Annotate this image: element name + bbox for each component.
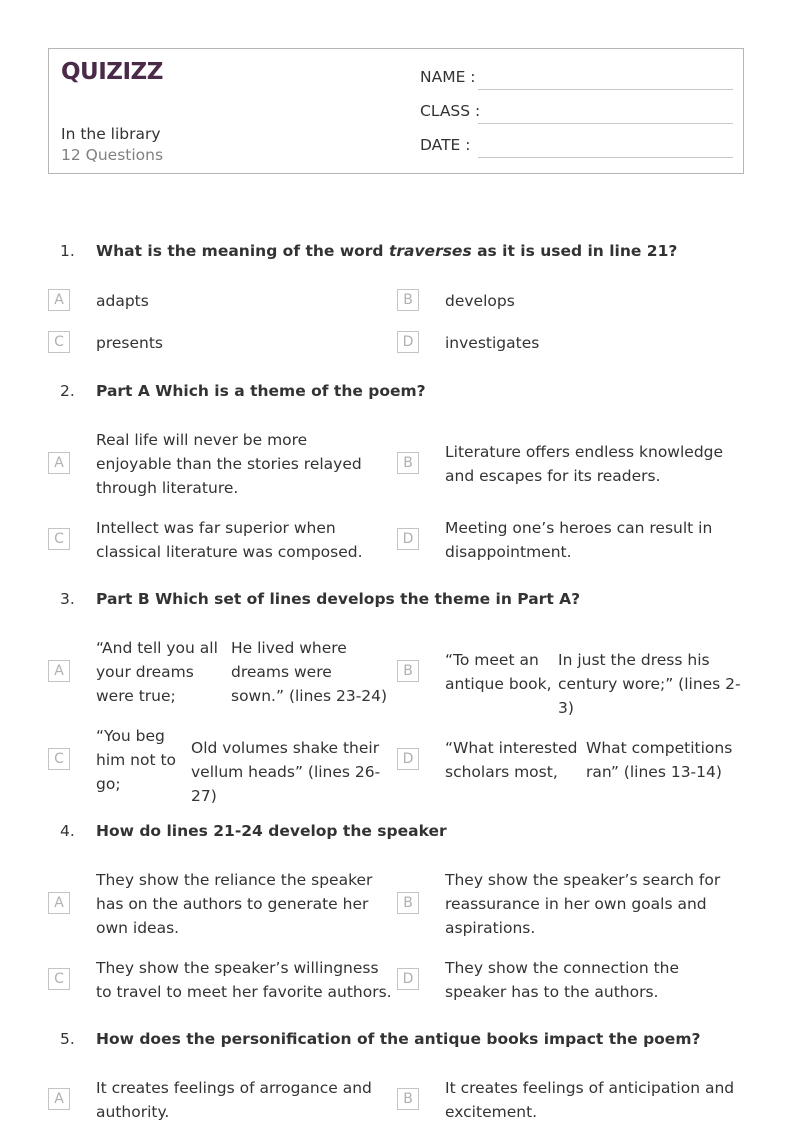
option-text-line-2: He lived where dreams were sown.” (lines 23-24) bbox=[231, 639, 388, 705]
option-text-line-2: Old volumes shake their vellum heads” (lines 26-27) bbox=[191, 739, 381, 805]
option-text: Intellect was far superior when classical literature was composed. bbox=[96, 519, 363, 561]
option-box[interactable]: A bbox=[48, 892, 70, 914]
option-box[interactable]: B bbox=[397, 452, 419, 474]
option-text-line-1: “You beg him not to go; bbox=[96, 727, 177, 793]
option-box[interactable]: A bbox=[48, 289, 70, 311]
option-text: They show the reliance the speaker has on the authors to generate her own ideas. bbox=[96, 871, 373, 937]
option-box[interactable]: B bbox=[397, 892, 419, 914]
quizizz-logo: QUIZIZZ bbox=[61, 59, 163, 85]
class-field bbox=[420, 102, 733, 126]
option-text: Real life will never be more enjoyable than the stories relayed through literature. bbox=[96, 431, 362, 497]
option-text: presents bbox=[96, 334, 163, 352]
option-text: They show the speaker’s search for reassurance in her own goals and aspirations. bbox=[445, 871, 721, 937]
option-box[interactable]: B bbox=[397, 660, 419, 682]
option-text: Meeting one’s heroes can result in disappointment. bbox=[445, 519, 713, 561]
quiz-title: In the library bbox=[61, 125, 161, 143]
question-number: 3. bbox=[60, 590, 75, 608]
date-label: DATE : bbox=[420, 136, 471, 154]
question-text: Part A Which is a theme of the poem? bbox=[96, 382, 426, 400]
question-count: 12 Questions bbox=[61, 146, 164, 164]
question-text: How does the personification of the antique books impact the poem? bbox=[96, 1030, 701, 1048]
option-text-line-1: “What interested scholars most, bbox=[445, 739, 578, 781]
option-text: They show the connection the speaker has to the authors. bbox=[445, 959, 680, 1001]
date-field bbox=[420, 136, 733, 160]
name-line bbox=[478, 89, 733, 90]
option-text: adapts bbox=[96, 292, 149, 310]
question-text: How do lines 21-24 develop the speaker bbox=[96, 822, 447, 840]
option-box[interactable]: A bbox=[48, 660, 70, 682]
name-field bbox=[420, 68, 733, 92]
option-box[interactable]: C bbox=[48, 331, 70, 353]
option-text: Literature offers endless knowledge and escapes for its readers. bbox=[445, 443, 724, 485]
class-label: CLASS : bbox=[420, 102, 481, 120]
option-text: It creates feelings of arrogance and authority. bbox=[96, 1079, 372, 1121]
option-box[interactable]: D bbox=[397, 331, 419, 353]
question-text: Part B Which set of lines develops the theme in Part A? bbox=[96, 590, 581, 608]
question-number: 4. bbox=[60, 822, 75, 840]
emphasized-word: traverses bbox=[388, 242, 472, 260]
class-line bbox=[478, 123, 733, 124]
option-box[interactable]: C bbox=[48, 968, 70, 990]
option-box[interactable]: D bbox=[397, 748, 419, 770]
option-text-line-1: “And tell you all your dreams were true; bbox=[96, 639, 218, 705]
option-text-line-2: What competitions ran” (lines 13-14) bbox=[586, 739, 733, 781]
option-box[interactable]: D bbox=[397, 528, 419, 550]
option-text: investigates bbox=[445, 334, 540, 352]
question-text: What is the meaning of the word traverses as it is used in line 21? bbox=[96, 242, 678, 260]
option-text: It creates feelings of anticipation and excitement. bbox=[445, 1079, 735, 1121]
option-box[interactable]: D bbox=[397, 968, 419, 990]
question-number: 5. bbox=[60, 1030, 75, 1048]
option-box[interactable]: B bbox=[397, 289, 419, 311]
name-label: NAME : bbox=[420, 68, 476, 86]
question-number: 2. bbox=[60, 382, 75, 400]
option-box[interactable]: A bbox=[48, 452, 70, 474]
worksheet-header bbox=[48, 48, 744, 174]
option-box[interactable]: C bbox=[48, 748, 70, 770]
question-number: 1. bbox=[60, 242, 75, 260]
option-box[interactable]: C bbox=[48, 528, 70, 550]
option-text: develops bbox=[445, 292, 515, 310]
option-text-line-1: “To meet an antique book, bbox=[445, 651, 552, 693]
option-text: They show the speaker’s willingness to travel to meet her favorite authors. bbox=[96, 959, 392, 1001]
option-text-line-2: In just the dress his century wore;” (lines 2-3) bbox=[558, 651, 741, 717]
option-box[interactable]: A bbox=[48, 1088, 70, 1110]
option-box[interactable]: B bbox=[397, 1088, 419, 1110]
date-line bbox=[478, 157, 733, 158]
